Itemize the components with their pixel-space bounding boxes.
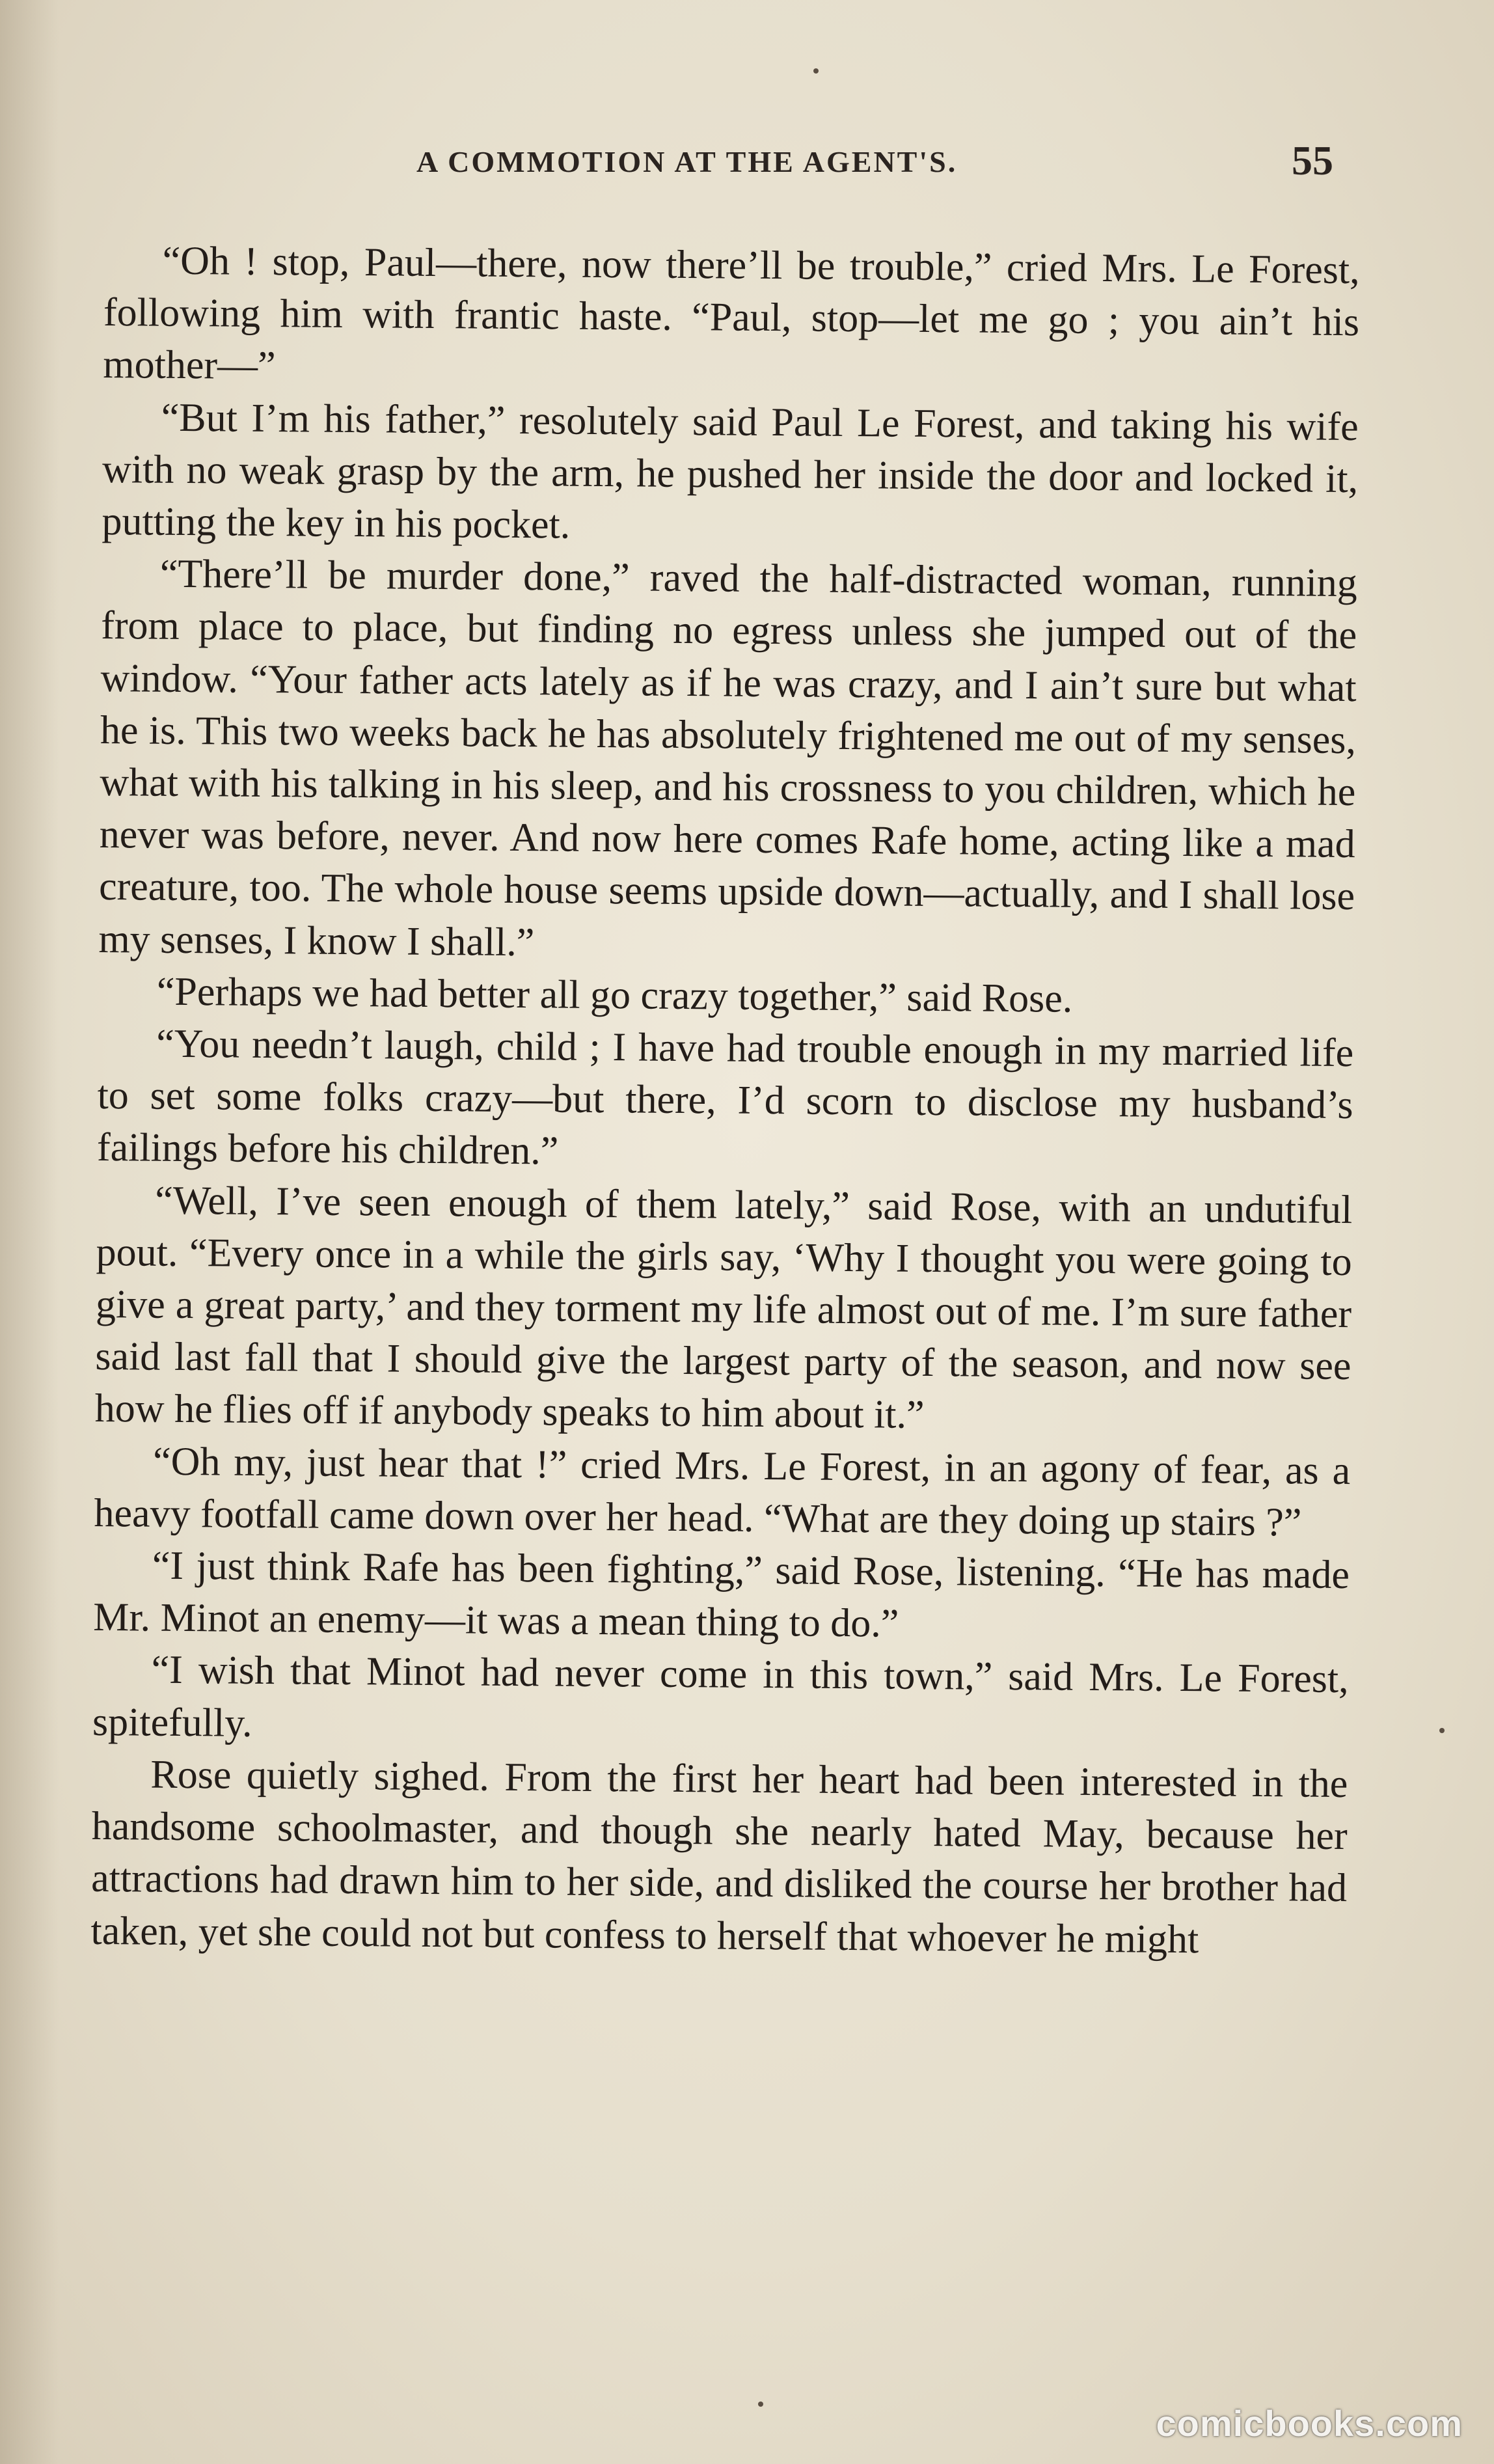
paragraph: Rose quietly sighed. From the first her heart had been interested in the handsome schoolmaster, and though she nearly hated May, because her attractions had drawn him to her side, and disliked the course her brother had taken, yet she could not but confess to herself that whoever he might: [90, 1752, 1348, 1962]
watermark-logo: comicbooks.com: [1156, 2403, 1463, 2444]
running-head: A COMMOTION AT THE AGENT'S.: [416, 145, 958, 178]
body-text: [90, 234, 1360, 1967]
paragraph: “There’ll be murder done,” raved the half-distracted woman, running from place to place, but finding no egress unless she jumped out of the window. “Your father acts lately as if he was crazy, and I ain’t sure but what he is. This two weeks back he has absolutely frightened me out of my senses, what with his talking in his sleep, and his crossness to you children, which he never was before, never. And now here comes Rafe home, acting like a mad creature, too. The whole house seems upside down—actually, and I shall lose my senses, I know I shall.”: [98, 551, 1358, 965]
paragraph: “I wish that Minot had never come in this town,” said Mrs. Le Forest, spitefully.: [92, 1648, 1349, 1745]
paragraph: “Oh my, just hear that !” cried Mrs. Le Forest, in an agony of fear, as a heavy footfall came down over her head. “What are they doing up stairs ?”: [94, 1439, 1351, 1545]
gutter-shadow: [0, 0, 59, 2464]
page-header: [0, 130, 1494, 202]
paper-speck: [758, 2402, 763, 2407]
paragraph: “Perhaps we had better all go crazy together,” said Rose.: [156, 969, 1073, 1021]
paragraph: “Oh ! stop, Paul—there, now there’ll be trouble,” cried Mrs. Le Forest, following him with frantic haste. “Paul, stop—let me go ; you ain’t his mother—”: [103, 238, 1360, 389]
page-number: 55: [1292, 137, 1333, 184]
paper-speck: [1439, 1728, 1445, 1733]
paper-speck: [813, 68, 819, 74]
paragraph: “Well, I’ve seen enough of them lately,” said Rose, with an undutiful pout. “Every once in a while the girls say, ‘Why I thought you were going to give a great party,’ and they torment my life almost out of me. I’m sure father said last fall that I should give the largest party of the season, and now see how he flies off if anybody speaks to him about it.”: [94, 1178, 1353, 1438]
paragraph: “I just think Rafe has been fighting,” said Rose, listening. “He has made Mr. Minot an enemy—it was a mean thing to do.”: [93, 1543, 1350, 1646]
paragraph: “But I’m his father,” resolutely said Paul Le Forest, and taking his wife with no weak grasp by the arm, he pushed her inside the door and locked it, putting the key in his pocket.: [102, 395, 1359, 547]
paragraph: “You needn’t laugh, child ; I have had trouble enough in my married life to set some folks crazy—but there, I’d scorn to disclose my husband’s failings before his children.”: [96, 1021, 1354, 1173]
